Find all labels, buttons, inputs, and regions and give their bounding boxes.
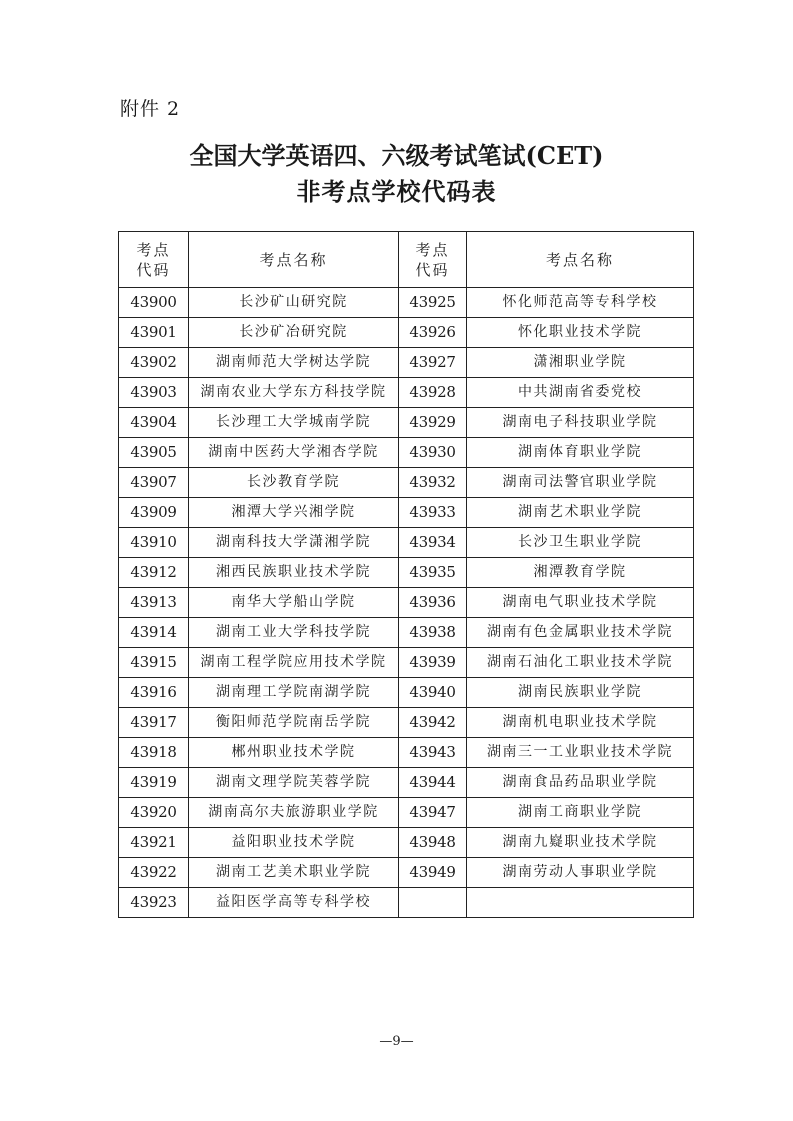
school-name-right: 湖南劳动人事职业学院 (467, 858, 694, 888)
table-row (119, 768, 694, 798)
school-name-left: 长沙教育学院 (189, 468, 399, 498)
table-row (119, 558, 694, 588)
school-code-left: 43903 (119, 378, 189, 408)
table-row (119, 888, 694, 918)
school-name-right: 湖南食品药品职业学院 (467, 768, 694, 798)
school-code-left: 43904 (119, 408, 189, 438)
school-name-right: 湖南石油化工职业技术学院 (467, 648, 694, 678)
school-name-left: 湖南师范大学树达学院 (189, 348, 399, 378)
table-row (119, 408, 694, 438)
school-code-table (118, 231, 694, 918)
school-code-left: 43920 (119, 798, 189, 828)
school-code-right: 43932 (399, 468, 467, 498)
school-code-left: 43910 (119, 528, 189, 558)
table-row (119, 468, 694, 498)
school-name-left: 益阳医学高等专科学校 (189, 888, 399, 918)
header-code-right: 考点 代码 (399, 232, 467, 288)
school-name-right: 湖南九嶷职业技术学院 (467, 828, 694, 858)
header-name-right: 考点名称 (467, 232, 694, 288)
school-name-right: 潇湘职业学院 (467, 348, 694, 378)
school-code-left: 43913 (119, 588, 189, 618)
school-code-right: 43928 (399, 378, 467, 408)
school-name-right: 怀化师范高等专科学校 (467, 288, 694, 318)
school-name-right: 湖南机电职业技术学院 (467, 708, 694, 738)
school-code-right: 43929 (399, 408, 467, 438)
school-name-right: 长沙卫生职业学院 (467, 528, 694, 558)
school-name-left: 湖南文理学院芙蓉学院 (189, 768, 399, 798)
school-name-left: 湖南工业大学科技学院 (189, 618, 399, 648)
school-code-left: 43912 (119, 558, 189, 588)
school-name-left: 郴州职业技术学院 (189, 738, 399, 768)
table-row (119, 648, 694, 678)
school-code-right: 43949 (399, 858, 467, 888)
school-name-left: 长沙理工大学城南学院 (189, 408, 399, 438)
table-header-row (119, 232, 694, 288)
school-code-right (399, 888, 467, 918)
school-code-right: 43947 (399, 798, 467, 828)
school-name-left: 湖南工艺美术职业学院 (189, 858, 399, 888)
school-name-right: 怀化职业技术学院 (467, 318, 694, 348)
school-code-left: 43901 (119, 318, 189, 348)
school-name-right: 湖南三一工业职业技术学院 (467, 738, 694, 768)
school-code-left: 43919 (119, 768, 189, 798)
table-row (119, 348, 694, 378)
school-code-right: 43927 (399, 348, 467, 378)
school-code-right: 43936 (399, 588, 467, 618)
school-name-left: 长沙矿冶研究院 (189, 318, 399, 348)
table-row (119, 618, 694, 648)
school-code-left: 43902 (119, 348, 189, 378)
school-name-left: 长沙矿山研究院 (189, 288, 399, 318)
school-name-left: 湖南科技大学潇湘学院 (189, 528, 399, 558)
school-name-right: 湖南电气职业技术学院 (467, 588, 694, 618)
school-code-left: 43923 (119, 888, 189, 918)
school-name-left: 湖南理工学院南湖学院 (189, 678, 399, 708)
table-row (119, 738, 694, 768)
annex-label: 附件 2 (120, 98, 181, 120)
table-row (119, 528, 694, 558)
school-name-left: 衡阳师范学院南岳学院 (189, 708, 399, 738)
school-code-left: 43905 (119, 438, 189, 468)
school-code-left: 43917 (119, 708, 189, 738)
table-row (119, 678, 694, 708)
school-code-left: 43900 (119, 288, 189, 318)
school-name-right: 湖南电子科技职业学院 (467, 408, 694, 438)
school-name-left: 湘西民族职业技术学院 (189, 558, 399, 588)
school-code-left: 43921 (119, 828, 189, 858)
school-name-right: 湖南艺术职业学院 (467, 498, 694, 528)
school-code-right: 43940 (399, 678, 467, 708)
school-code-left: 43914 (119, 618, 189, 648)
school-code-left: 43916 (119, 678, 189, 708)
school-code-right: 43948 (399, 828, 467, 858)
school-code-right: 43942 (399, 708, 467, 738)
school-name-left: 湖南中医药大学湘杏学院 (189, 438, 399, 468)
school-name-left: 湖南工程学院应用技术学院 (189, 648, 399, 678)
school-name-right: 中共湖南省委党校 (467, 378, 694, 408)
school-name-right (467, 888, 694, 918)
school-name-left: 湖南高尔夫旅游职业学院 (189, 798, 399, 828)
school-name-left: 益阳职业技术学院 (189, 828, 399, 858)
table-row (119, 378, 694, 408)
table-row (119, 438, 694, 468)
table-row (119, 588, 694, 618)
school-name-left: 南华大学船山学院 (189, 588, 399, 618)
table-row (119, 288, 694, 318)
document-title: 全国大学英语四、六级考试笔试(CET) (189, 141, 604, 170)
table-row (119, 798, 694, 828)
school-name-right: 湖南有色金属职业技术学院 (467, 618, 694, 648)
table-row (119, 858, 694, 888)
school-name-left: 湘潭大学兴湘学院 (189, 498, 399, 528)
school-code-right: 43934 (399, 528, 467, 558)
school-code-right: 43943 (399, 738, 467, 768)
school-code-right: 43938 (399, 618, 467, 648)
school-code-left: 43918 (119, 738, 189, 768)
school-code-right: 43925 (399, 288, 467, 318)
header-code-left: 考点 代码 (119, 232, 189, 288)
school-name-right: 湖南工商职业学院 (467, 798, 694, 828)
school-code-left: 43907 (119, 468, 189, 498)
table-row (119, 708, 694, 738)
school-name-right: 湖南司法警官职业学院 (467, 468, 694, 498)
school-code-right: 43939 (399, 648, 467, 678)
school-name-right: 湖南体育职业学院 (467, 438, 694, 468)
school-code-right: 43930 (399, 438, 467, 468)
school-code-left: 43922 (119, 858, 189, 888)
school-name-left: 湖南农业大学东方科技学院 (189, 378, 399, 408)
school-name-right: 湖南民族职业学院 (467, 678, 694, 708)
school-code-right: 43926 (399, 318, 467, 348)
document-subtitle: 非考点学校代码表 (296, 177, 497, 206)
school-code-left: 43915 (119, 648, 189, 678)
school-name-right: 湘潭教育学院 (467, 558, 694, 588)
school-code-right: 43935 (399, 558, 467, 588)
table-row (119, 828, 694, 858)
school-code-right: 43933 (399, 498, 467, 528)
school-code-left: 43909 (119, 498, 189, 528)
table-row (119, 498, 694, 528)
header-name-left: 考点名称 (189, 232, 399, 288)
page-number: —9— (379, 1034, 414, 1049)
table-row (119, 318, 694, 348)
school-code-right: 43944 (399, 768, 467, 798)
